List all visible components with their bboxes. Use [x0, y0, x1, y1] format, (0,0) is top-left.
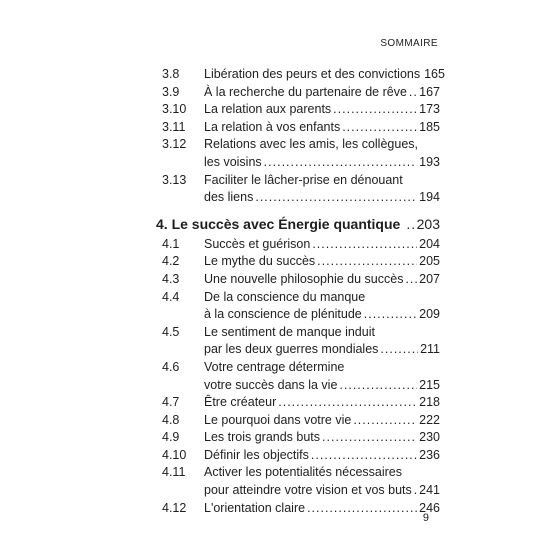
toc-entry-line — [204, 172, 440, 190]
toc-entry-body — [204, 101, 440, 119]
dot-leader — [307, 500, 417, 518]
toc-entry-title: La relation à vos enfants — [204, 119, 341, 134]
toc-entry-body — [204, 271, 440, 289]
toc-entry-title: les voisins — [204, 154, 262, 169]
toc-entry-page-number: 194 — [419, 190, 440, 205]
dot-leader — [409, 84, 417, 102]
toc-entry-line — [204, 253, 440, 271]
dot-leader — [364, 306, 417, 324]
toc-entry-number: 4.4 — [162, 289, 180, 304]
toc-entry-title: à la conscience de plénitude — [204, 307, 362, 322]
toc-entry-line — [204, 136, 440, 154]
dot-leader — [406, 215, 414, 234]
toc-entry-line — [204, 324, 440, 342]
toc-entry-line — [204, 289, 440, 307]
chapter-line — [156, 215, 440, 234]
toc-entry-line — [204, 341, 440, 359]
toc-entry-line — [204, 447, 440, 465]
toc-entry-line — [204, 66, 445, 84]
chapter-4-heading — [156, 215, 440, 234]
toc-entry-body — [204, 464, 440, 499]
toc-entry-line — [204, 394, 440, 412]
toc-entry-body — [204, 447, 440, 465]
toc-entry-number: 3.12 — [162, 137, 187, 152]
toc-entry-title: L'orientation claire — [204, 500, 306, 515]
toc-entry-number: 4.12 — [162, 500, 187, 515]
toc-entry — [162, 84, 440, 102]
toc-entry-body — [204, 253, 440, 271]
toc-entry-line — [204, 429, 440, 447]
toc-entry-number: 3.11 — [162, 119, 186, 134]
toc-entry — [162, 324, 440, 359]
dot-leader — [255, 189, 417, 207]
toc-entry-number: 4.3 — [162, 271, 180, 286]
toc-entry-number: 4.8 — [162, 412, 180, 427]
toc-entry-title: Le mythe du succès — [204, 254, 316, 269]
toc-entry — [162, 359, 440, 394]
toc-entry-title: Le pourquoi dans votre vie — [204, 412, 352, 427]
dot-leader — [311, 447, 417, 465]
section-3-entries — [162, 66, 445, 207]
toc-entry-line — [204, 500, 440, 518]
toc-entry-page-number: 173 — [419, 102, 440, 117]
toc-entry-number: 3.9 — [162, 84, 180, 99]
toc-entry-line — [204, 412, 440, 430]
toc-entry-title: Définir les objectifs — [204, 447, 309, 462]
chapter-title: 4. Le succès avec Énergie quantique — [156, 215, 401, 232]
toc-entry-number: 3.13 — [162, 172, 187, 187]
dot-leader — [405, 271, 417, 289]
toc-entry-page-number: 204 — [419, 236, 440, 251]
dot-leader — [380, 341, 418, 359]
toc-entry-number: 4.2 — [162, 254, 180, 269]
toc-entry-title: De la conscience du manque — [204, 289, 366, 304]
toc-entry-page-number: 211 — [420, 342, 440, 357]
toc-entry-line — [204, 119, 440, 137]
dot-leader — [264, 154, 417, 172]
toc-entry-body — [204, 172, 440, 207]
toc-entry-line — [204, 154, 440, 172]
toc-entry-page-number: 165 — [424, 67, 445, 81]
toc-entry-title: Relations avec les amis, les collègues, — [204, 137, 418, 152]
dot-leader — [322, 429, 417, 447]
toc-entry — [162, 101, 440, 119]
chapter-page-number: 203 — [416, 215, 440, 232]
toc-entry-page-number: 185 — [419, 119, 440, 134]
toc-entry-body — [204, 429, 440, 447]
toc-entry-title: pour atteindre votre vision et vos buts — [204, 483, 412, 498]
toc-entry-title: Faciliter le lâcher-prise en dénouant — [204, 172, 403, 187]
toc-entry-page-number: 215 — [419, 377, 440, 392]
toc-entry — [162, 429, 440, 447]
table-of-contents — [156, 66, 445, 517]
toc-entry — [162, 172, 440, 207]
toc-entry-title: Activer les potentialités nécessaires — [204, 465, 403, 480]
toc-entry-page-number: 222 — [419, 412, 440, 427]
toc-entry-title: Une nouvelle philosophie du succès — [204, 271, 404, 286]
toc-entry-body — [204, 66, 445, 84]
toc-entry-page-number: 193 — [419, 154, 440, 169]
dot-leader — [312, 236, 417, 254]
running-header: SOMMAIRE — [380, 38, 438, 49]
toc-entry-page-number: 207 — [419, 271, 440, 286]
toc-entry-number: 4.1 — [162, 236, 180, 251]
toc-entry-number: 4.11 — [162, 465, 186, 480]
toc-entry-body — [204, 500, 440, 518]
toc-entry-title: Libération des peurs et des convictions — [204, 67, 421, 81]
toc-entry-line — [204, 84, 440, 102]
toc-entry-body — [204, 412, 440, 430]
toc-entry-body — [204, 84, 440, 102]
toc-entry-line — [204, 101, 440, 119]
toc-entry-page-number: 209 — [419, 307, 440, 322]
dot-leader — [278, 394, 417, 412]
toc-entry-title: Être créateur — [204, 395, 277, 410]
toc-entry — [162, 447, 440, 465]
toc-entry-page-number: 167 — [419, 84, 440, 99]
toc-entry-number: 4.9 — [162, 430, 180, 445]
toc-entry-line — [204, 189, 440, 207]
toc-entry — [162, 253, 440, 271]
page-folio: 9 — [422, 512, 429, 524]
toc-entry-body — [204, 359, 440, 394]
toc-entry-number: 3.8 — [162, 67, 180, 81]
toc-entry — [162, 289, 440, 324]
toc-entry — [162, 271, 440, 289]
toc-entry-body — [204, 324, 440, 359]
toc-entry-body — [204, 394, 440, 412]
toc-entry-page-number: 236 — [419, 447, 440, 462]
toc-entry-title: Le sentiment de manque induit — [204, 324, 375, 339]
toc-entry — [162, 119, 440, 137]
toc-entry-page-number: 205 — [419, 254, 440, 269]
toc-entry-line — [204, 377, 440, 395]
toc-entry-title: par les deux guerres mondiales — [204, 342, 379, 357]
toc-entry — [162, 464, 440, 499]
toc-entry-line — [204, 271, 440, 289]
toc-entry — [162, 236, 440, 254]
toc-entry — [162, 412, 440, 430]
toc-entry-body — [204, 289, 440, 324]
dot-leader — [317, 253, 417, 271]
toc-entry-page-number: 218 — [419, 395, 440, 410]
toc-entry-number: 3.10 — [162, 102, 187, 117]
toc-entry-title: Les trois grands buts — [204, 430, 321, 445]
toc-entry-title: des liens — [204, 190, 254, 205]
toc-entry-line — [204, 359, 440, 377]
toc-entry-title: votre succès dans la vie — [204, 377, 338, 392]
dot-leader — [414, 482, 417, 500]
toc-entry-line — [204, 236, 440, 254]
dot-leader — [333, 101, 417, 119]
toc-entry-line — [204, 306, 440, 324]
toc-entry-title: Votre centrage détermine — [204, 359, 345, 374]
toc-entry — [162, 66, 445, 84]
toc-entry-number: 4.7 — [162, 395, 180, 410]
toc-entry-page-number: 241 — [419, 483, 440, 498]
toc-entry-number: 4.5 — [162, 324, 180, 339]
toc-entry-page-number: 246 — [419, 500, 440, 515]
toc-entry-title: À la recherche du partenaire de rêve — [204, 84, 407, 99]
toc-entry-line — [204, 482, 440, 500]
section-4-entries — [162, 236, 440, 518]
dot-leader — [342, 119, 417, 137]
toc-entry-page-number: 230 — [419, 430, 440, 445]
toc-entry-title: La relation aux parents — [204, 102, 332, 117]
toc-entry-title: Succès et guérison — [204, 236, 311, 251]
toc-entry-body — [204, 119, 440, 137]
toc-entry-body — [204, 136, 440, 171]
toc-entry-line — [204, 464, 440, 482]
toc-entry — [162, 136, 440, 171]
dot-leader — [353, 412, 417, 430]
toc-entry-number: 4.10 — [162, 447, 187, 462]
toc-entry-number: 4.6 — [162, 359, 180, 374]
toc-entry — [162, 500, 440, 518]
toc-entry-body — [204, 236, 440, 254]
toc-entry — [162, 394, 440, 412]
dot-leader — [339, 377, 417, 395]
